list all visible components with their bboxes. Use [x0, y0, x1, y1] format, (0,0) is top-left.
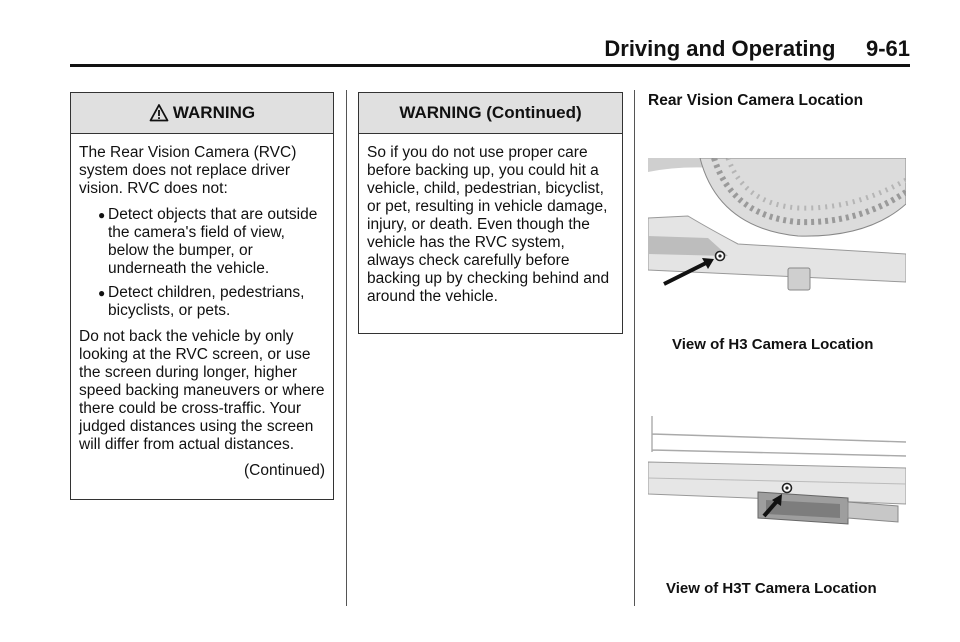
warning-paragraph: Do not back the vehicle by only looking at the RVC screen, or use the screen during longer, higher speed backing maneuvers or where there could be cross-traffic. Your judged distances using the screen will differ from actual distances.	[79, 328, 325, 453]
page-header	[70, 30, 910, 67]
h3t-camera-location-illustration	[648, 412, 906, 548]
warning-box-continued	[358, 92, 623, 334]
column-divider-right	[634, 90, 635, 606]
warning-bullet	[79, 284, 325, 320]
warning-paragraph: So if you do not use proper care before backing up, you could hit a vehicle, child, pedestrian, bicyclist, or pet, resulting in vehicle damage, injury, or death. Even though the vehicle has the RVC system, always check carefully before backing up by checking behind and around the vehicle.	[367, 144, 610, 305]
warning-bullet	[79, 206, 325, 278]
warning-heading: WARNING (Continued)	[399, 103, 582, 122]
caption-h3: View of H3 Camera Location	[672, 336, 874, 353]
warning-body	[71, 134, 333, 486]
warning-intro: The Rear Vision Camera (RVC) system does not replace driver vision. RVC does not:	[79, 144, 297, 197]
h3-camera-location-illustration	[648, 158, 906, 300]
column-divider-left	[346, 90, 347, 606]
page-title: Driving and Operating 9-61	[604, 36, 910, 61]
warning-box-rvc	[70, 92, 334, 500]
section-title: Rear Vision Camera Location	[648, 92, 864, 109]
warning-header	[359, 93, 622, 134]
bullet-text: Detect objects that are outside the camera's field of view, below the bumper, or underneath the vehicle.	[108, 206, 318, 277]
bullet-text: Detect children, pedestrians, bicyclists, or pets.	[108, 284, 305, 319]
caption-h3t: View of H3T Camera Location	[666, 580, 877, 597]
warning-header	[71, 93, 333, 134]
continued-label: (Continued)	[244, 462, 325, 479]
warning-triangle-icon	[149, 103, 169, 123]
bullet-dot-icon: ●	[98, 208, 106, 222]
warning-heading: WARNING	[172, 103, 256, 122]
bullet-dot-icon: ●	[98, 286, 106, 300]
warning-body	[359, 134, 622, 306]
